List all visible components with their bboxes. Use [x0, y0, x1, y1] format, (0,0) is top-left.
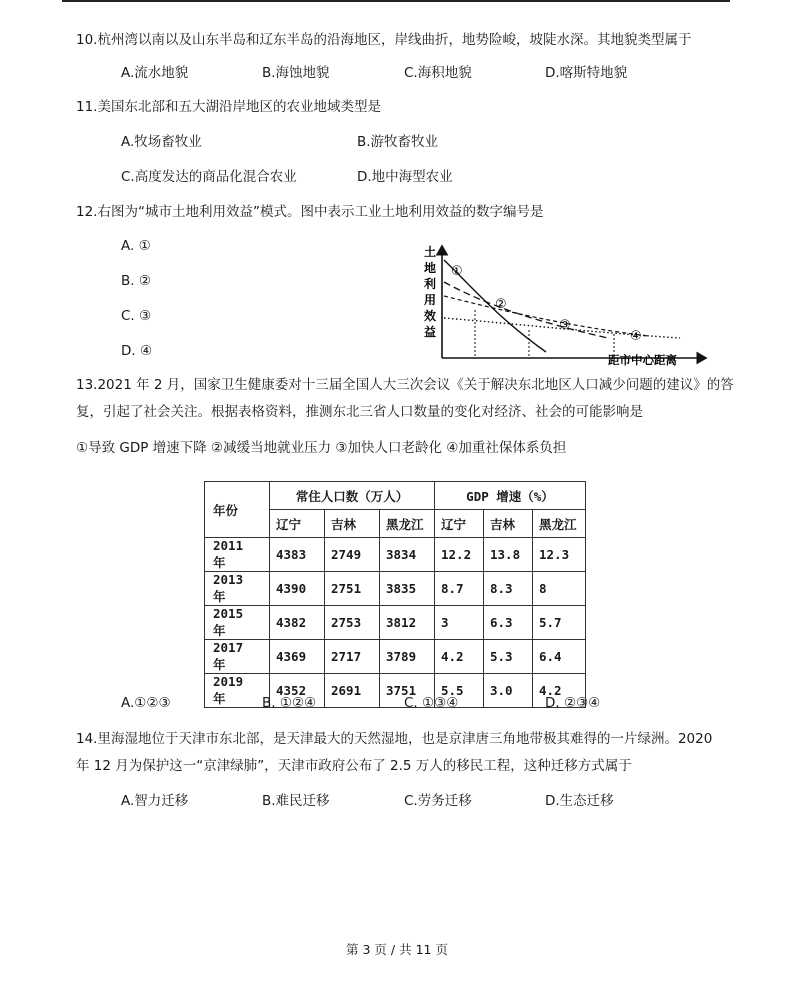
table-cell: 6.4	[533, 640, 586, 674]
curve-label-1: ①	[451, 264, 463, 279]
table-cell: 5.3	[484, 640, 533, 674]
curve-2	[444, 282, 608, 338]
table-cell: 4352	[270, 674, 325, 708]
table-header-province: 黑龙江	[380, 510, 435, 538]
table-header-province: 辽宁	[435, 510, 484, 538]
row-year: 2017 年	[205, 640, 270, 674]
q11-stem: 11.美国东北部和五大湖沿岸地区的农业地域类型是	[76, 99, 381, 115]
table-cell: 3812	[380, 606, 435, 640]
table-cell: 3	[435, 606, 484, 640]
q10-option-a: A.流水地貌	[121, 65, 189, 81]
table-header-province: 吉林	[325, 510, 380, 538]
q11-option-c: C.高度发达的商品化混合农业	[121, 169, 297, 185]
y-label-char: 地	[424, 261, 437, 275]
curve-label-4: ④	[630, 329, 642, 344]
table-header-year: 年份	[205, 482, 270, 538]
curve-label-2: ②	[495, 297, 507, 312]
y-label-char: 用	[424, 293, 437, 307]
table-cell: 13.8	[484, 538, 533, 572]
table-header-gdp: GDP 增速（%）	[435, 482, 586, 510]
row-year: 2019 年	[205, 674, 270, 708]
q14-option-b: B.难民迁移	[262, 793, 330, 809]
q14-stem-line1: 14.里海湿地位于天津市东北部，是天津最大的天然湿地，也是京津唐三角地带极其难得的一片绿洲。2020	[76, 731, 713, 747]
population-gdp-table	[204, 481, 586, 708]
table-cell: 2749	[325, 538, 380, 572]
row-year: 2015 年	[205, 606, 270, 640]
q13-stem-line2: 复，引起了社会关注。根据表格资料，推测东北三省人口数量的变化对经济、社会的可能影响是	[76, 404, 643, 420]
table-cell: 4.2	[435, 640, 484, 674]
q12-option-a: A. ①	[121, 238, 151, 254]
table-cell: 3835	[380, 572, 435, 606]
table-cell: 4382	[270, 606, 325, 640]
table-cell: 12.2	[435, 538, 484, 572]
q10-option-c: C.海积地貌	[404, 65, 472, 81]
q12-option-d: D. ④	[121, 343, 153, 359]
q11-option-a: A.牧场畜牧业	[121, 134, 202, 150]
table-cell: 3834	[380, 538, 435, 572]
table-row	[205, 538, 586, 572]
table-cell: 8	[533, 572, 586, 606]
table-cell: 3.0	[484, 674, 533, 708]
q13-option-d: D. ②③④	[545, 695, 601, 711]
table-cell: 4390	[270, 572, 325, 606]
table-row	[205, 606, 586, 640]
table-header-province: 黑龙江	[533, 510, 586, 538]
q13-option-a: A.①②③	[121, 695, 171, 711]
q12-stem: 12.右图为“城市土地利用效益”模式。图中表示工业土地利用效益的数字编号是	[76, 204, 544, 220]
q11-option-b: B.游牧畜牧业	[357, 134, 439, 150]
q13-statements: ①导致 GDP 增速下降 ②减缓当地就业压力 ③加快人口老龄化 ④加重社保体系负担	[76, 440, 567, 456]
row-year: 2011 年	[205, 538, 270, 572]
y-label-char: 效	[424, 309, 437, 323]
q14-option-a: A.智力迁移	[121, 793, 189, 809]
y-label-char: 益	[424, 325, 437, 339]
table-cell: 2717	[325, 640, 380, 674]
table-cell: 2753	[325, 606, 380, 640]
curve-label-3: ③	[559, 318, 571, 333]
table-header-province: 吉林	[484, 510, 533, 538]
row-year: 2013 年	[205, 572, 270, 606]
table-cell: 8.7	[435, 572, 484, 606]
table-cell: 3789	[380, 640, 435, 674]
q12-option-c: C. ③	[121, 308, 152, 324]
q13-option-b: B. ①②④	[262, 695, 317, 711]
land-use-efficiency-diagram	[418, 238, 710, 370]
q13-stem-line1: 13.2021 年 2 月，国家卫生健康委对十三届全国人大三次会议《关于解决东北地区人口减少问题的建议》的答	[76, 377, 734, 393]
table-cell: 4383	[270, 538, 325, 572]
table-cell: 3751	[380, 674, 435, 708]
table-cell: 5.5	[435, 674, 484, 708]
x-axis-label: 距市中心距离	[608, 353, 677, 367]
table-row	[205, 640, 586, 674]
table-header-population: 常住人口数（万人）	[270, 482, 435, 510]
table-cell: 12.3	[533, 538, 586, 572]
table-cell: 5.7	[533, 606, 586, 640]
table-cell: 4369	[270, 640, 325, 674]
q10-option-b: B.海蚀地貌	[262, 65, 330, 81]
table-cell: 2691	[325, 674, 380, 708]
q11-option-d: D.地中海型农业	[357, 169, 453, 185]
q10-option-d: D.喀斯特地貌	[545, 65, 628, 81]
q12-option-b: B. ②	[121, 273, 151, 289]
table-row	[205, 572, 586, 606]
q14-option-c: C.劳务迁移	[404, 793, 472, 809]
y-label-char: 利	[424, 277, 437, 291]
q14-stem-line2: 年 12 月为保护这一“京津绿肺”，天津市政府公布了 2.5 万人的移民工程，这种迁移方式属于	[76, 758, 632, 774]
q10-stem: 10.杭州湾以南以及山东半岛和辽东半岛的沿海地区，岸线曲折，地势险峻，坡陡水深。其地貌类型属于	[76, 32, 692, 48]
table-cell: 8.3	[484, 572, 533, 606]
q13-option-c: C. ①③④	[404, 695, 459, 711]
page-footer: 第 3 页 / 共 11 页	[346, 942, 448, 957]
q14-option-d: D.生态迁移	[545, 793, 614, 809]
table-cell: 2751	[325, 572, 380, 606]
y-label-char: 土	[424, 245, 437, 259]
table-header-province: 辽宁	[270, 510, 325, 538]
table-cell: 4.2	[533, 674, 586, 708]
table-cell: 6.3	[484, 606, 533, 640]
top-rule	[62, 0, 730, 2]
